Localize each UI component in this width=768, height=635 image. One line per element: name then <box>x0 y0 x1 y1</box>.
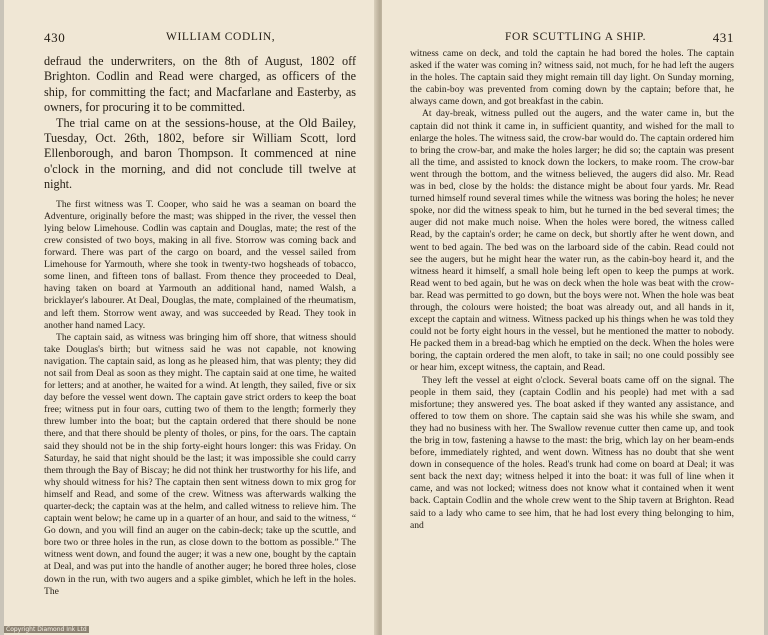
body-paragraph: At day-break, witness pulled out the augers, and the water came in, but the captain did not think it came in, in sufficient quantity, and wished for the mall to enlarge the holes. The witness said, the crow-bar would do. The captain ordered him to bring the crow-bar, and make the holes larger; he did so; the captain was present all the time, and assisted to knock down the lockers, to make room. The crow-bar went through the bottom, and the witness believed, the augers did also. Mr. Read was in bed, close by the holds: the distance might be about four yards. Mr. Read turned himself round several times while the witness was boring the holes; he never spoke, nor did the witness speak to him, but he turned in the bed several times; the auger did not make much noise. When the holes were bored, the witness called Read, by the captain's order; he came on deck, but shortly after he went down, and went to bed again. The bed was on the larboard side of the cabin. Read could not see the augers, but he might hear the water run, as the cabin-boy heard it, and the witness heard it himself, a small hole being left open to keep the pumps at work. Read went to bed again, but he was on deck when the hole was beat with the crow-bar. Read was permitted to go down, but the boys were not. When the hole was beat through, the colours were hoisted; the boat was already out, and all hands in it, except the captain and witness. Witness packed up his things when he was told they could not be forty eight hours in the vessel, but he mentioned the matter to nobody. He packed them in a bread-bag which he emptied on the deck. When the holes were boring, the captain ordered the men aloft, to take in sail; no one could possibly see or hear him, except witness, the captain, and Read. <box>410 108 734 374</box>
left-page <box>4 0 378 635</box>
body-paragraph: The first witness was T. Cooper, who said he was a seaman on board the Adventure, originally before the mast; was shipped in the river, the vessel then lying below Limehouse. Codlin was captain and Douglas, mate; the rest of the crew consisted of two boys, making in all five. Storrow was coming back and forward. There was part of the cargo on board, and the vessel sailed from Limehouse for Yarmouth, where she took in twenty-two hogsheads of tobacco, some linen, and fifteen tons of ballast. From thence they proceeded to Deal, having taken on board at Yarmouth an additional hand, named Walsh, a bricklayer's labourer. At Deal, Douglas, the mate, complained of the rheumatism, and left them. Storrow went away, and was succeeded by Read. They took in another hand named Lacy. <box>44 198 356 331</box>
body-paragraph: witness came on deck, and told the captain he had bored the holes. The captain asked if the water was coming in? witness said, not much, for he had left the augers in the holes. The captain said they might remain till day light. On Sunday morning, the cabin-boy was prevented from coming down by the captain; before that, he always came down, and got breakfast in the cabin. <box>410 48 734 108</box>
running-head-title: FOR SCUTTLING A SHIP. <box>505 31 647 43</box>
body-paragraph: The captain said, as witness was bringing him off shore, that witness should take Douglas's birth; but witness said he was not capable, not knowing navigation. The captain said, as long as he pleased him, that was plenty; they did not sail from Deal as soon as they might. The captain said at one time, he waited for letters; and at another, he waited for a wind. At length, they sailed, five or six day before the vessel went down. The captain gave strict orders to keep the boat free; witness put in four oars, cutting two of them to the length; formerly they threw lumber into the boat; but the captain ordered that there should be none there, and that there should be plenty of tholes, or pins, for the oars. The captain said they should not be in the ship forty-eight hours longer: this was Friday. On Saturday, he said that night should be the last; it was impossible she could carry them through the Bay of Biscay; he did not think her trustworthy for his life, and why should witness for his? The captain then sent witness down to mix grog for himself and Read, and some of the crew. Witness was afterwards walking the quarter-deck; the captain was at the helm, and called witness to relieve him. The captain went below; he came up in a quarter of an hour, and said to the witness, “ Go down, and you will find an auger on the cabin-deck; take up the scuttle, and bore two or three holes in the run, as close down to the bottom as possible.” The witness went down, and found the auger; it was a new one, bought by the captain at Deal, and was put into the handle of another auger; he bored three holes, close down in the run, with two augers and a spike gimblet, which he left in the holes. The <box>44 331 356 597</box>
lead-text <box>44 54 356 193</box>
right-running-head <box>410 30 734 48</box>
page-number: 430 <box>44 30 66 45</box>
copyright-watermark: Copyright Diamond Ink Ltd <box>6 626 87 633</box>
right-body-text <box>410 48 734 532</box>
left-running-head <box>44 30 356 48</box>
page-number: 431 <box>712 30 734 45</box>
lead-paragraph: The trial came on at the sessions-house, at the Old Bailey, Tuesday, Oct. 26th, 1802, before sir William Scott, lord Ellenborough, and baron Thompson. It commenced at nine o'clock in the morning, and did not conclude till twelve at night. <box>44 115 356 192</box>
lead-paragraph: defraud the underwriters, on the 8th of August, 1802 off Brighton. Codlin and Read were charged, as officers of the ship, for committing the fact; and Macfarlane and Easterby, as owners, for procuring it to be committed. <box>44 54 356 115</box>
body-paragraph: They left the vessel at eight o'clock. Several boats came off on the signal. The people in them said, they (captain Codlin and his people) had met with a sad misfortune; they answered yes. The boat asked if they wanted any assistance, and offered to tow them on shore. The captain said she was his while she swam, and they had no business with her. The Swallow revenue cutter then came up, and took the brig in tow, fastening a hawse to the mast: the brig, which lay on her beam-ends before, immediately righted, and went down. Witness has no doubt that she went down in consequence of the holes. Read's trunk had come on board at Deal; it was sent back the next day; witness helped it into the boat: it was full of line when it came, and was not locked; witness does not know what it contained when it went back. Captain Codlin and the whole crew went to the Ship tavern at Brighton. Read said to a lady who came to see him, that he had lost every thing belonging to him, and <box>410 374 734 531</box>
left-body-text <box>44 199 356 598</box>
running-head-title: WILLIAM CODLIN, <box>166 31 276 43</box>
right-page <box>382 0 764 635</box>
